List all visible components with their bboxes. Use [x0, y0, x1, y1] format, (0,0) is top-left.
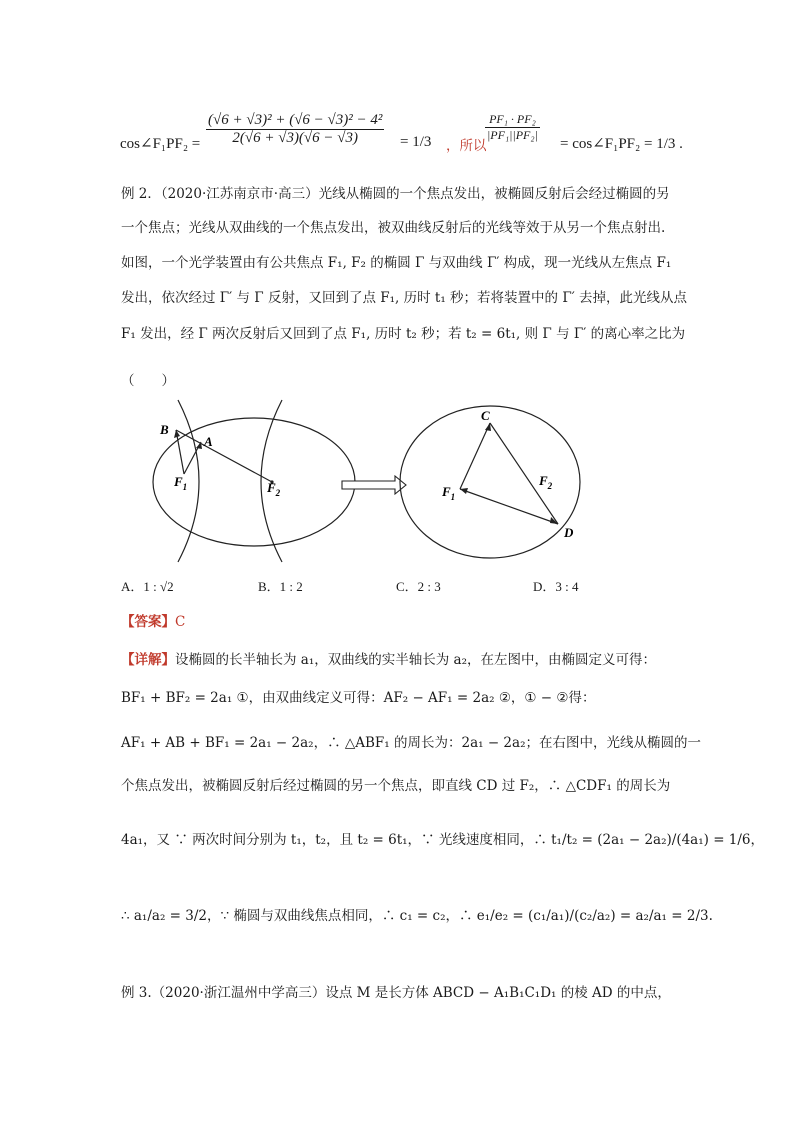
example2-line-3: 如图，一个光学装置由有公共焦点 F₁, F₂ 的椭圆 Γ 与双曲线 Γ′ 构成，现一光线从左焦点 F₁	[121, 255, 672, 271]
option-b[interactable]: B．1 : 2	[258, 579, 303, 594]
transform-arrow-icon	[342, 476, 406, 494]
top-formula-fraction	[206, 112, 384, 147]
solution-line-3: AF₁ + AB + BF₁ = 2a₁ − 2a₂，∴ △ABF₁ 的周长为：2a₁ − 2a₂；在右图中，光线从椭圆的一	[121, 735, 701, 751]
vector-fraction	[485, 112, 540, 143]
top-formula-result: = 1/3	[400, 134, 432, 150]
solution-line-1: 【详解】设椭圆的长半轴长为 a₁，双曲线的实半轴长为 a₂，在左图中，由椭圆定义可得：	[121, 652, 657, 668]
ray-B-to-F2	[176, 430, 272, 482]
option-a[interactable]: A．1 : √2	[121, 579, 174, 594]
top-formula-rhs: = cos∠F₁PF₂ = 1/3 .	[560, 136, 683, 152]
optics-figure	[140, 396, 610, 566]
label-F2-right: $F_2$	[539, 473, 553, 491]
option-c[interactable]: C．2 : 3	[396, 579, 441, 594]
option-d[interactable]: D．3 : 4	[533, 579, 579, 594]
solution-line-4: 个焦点发出，被椭圆反射后经过椭圆的另一个焦点，即直线 CD 过 F₂，∴ △CDF₁ 的周长为	[121, 778, 671, 794]
top-formula-lhs: cos∠F₁PF₂ =	[120, 136, 201, 152]
left-diagram	[153, 400, 355, 562]
solution-line-2: BF₁ + BF₂ = 2a₁ ①，由双曲线定义可得：AF₂ − AF₁ = 2a₂ ②，① − ②得：	[121, 690, 596, 706]
solution-line-6: ∴ a₁/a₂ = 3/2，∵ 椭圆与双曲线焦点相同，∴ c₁ = c₂，∴ e₁/e₂ = (c₁/a₁)/(c₂/a₂) = a₂/a₁ = 2/3.	[121, 908, 713, 924]
label-F1-left: $F_1$	[174, 474, 188, 492]
answer-value: C	[175, 614, 186, 630]
top-formula-numerator: (√6 + √3)² + (√6 − √3)² − 4²	[208, 112, 383, 128]
solution-line-5: 4a₁，又 ∵ 两次时间分别为 t₁，t₂，且 t₂ = 6t₁，∵ 光线速度相同，∴ t₁/t₂ = (2a₁ − 2a₂)/(4a₁) = 1/6，	[121, 832, 765, 848]
top-formula-denominator: 2(√6 + √3)(√6 − √3)	[232, 130, 359, 146]
example2-line-5: F₁ 发出，经 Γ 两次反射后又回到了点 F₁, 历时 t₂ 秒；若 t₂ = 6t₁, 则 Γ 与 Γ′ 的离心率之比为	[121, 326, 686, 342]
ray-C-to-D	[490, 423, 558, 524]
arrowhead-C	[485, 423, 491, 431]
example2-line-1: 例 2．（2020·江苏南京市·高三）光线从椭圆的一个焦点发出，被椭圆反射后会经过椭圆的另	[121, 186, 670, 202]
example2-line-2: 一个焦点；光线从双曲线的一个焦点发出，被双曲线反射后的光线等效于从另一个焦点射出.	[121, 220, 666, 236]
example2-line-4: 发出，依次经过 Γ′ 与 Γ 反射，又回到了点 F₁, 历时 t₁ 秒；若将装置中的 Γ′ 去掉，此光线从点	[121, 290, 688, 306]
label-D: D	[564, 525, 574, 540]
label-F2-left: $F_2$	[267, 480, 281, 498]
solution-tag: 【详解】	[121, 652, 175, 668]
answer-line	[121, 612, 185, 632]
label-A: A	[204, 434, 213, 449]
ray-F1-to-D	[460, 489, 558, 524]
label-B: B	[160, 422, 169, 437]
vector-numerator: PF₁ · PF₂	[485, 112, 540, 128]
label-C: C	[481, 408, 490, 423]
example2-line-6: （ ）	[121, 373, 175, 389]
label-F1-right: $F_1$	[442, 484, 456, 502]
ray-C-to-F1	[460, 423, 490, 489]
top-formula-so: ，所以	[446, 138, 487, 154]
answer-tag: 【答案】	[121, 614, 175, 630]
example3-line: 例 3.（2020·浙江温州中学高三）设点 M 是长方体 ABCD − A₁B₁C₁D₁ 的棱 AD 的中点，	[121, 985, 671, 1001]
right-diagram	[400, 406, 580, 558]
vector-denominator: |PF₁||PF₂|	[487, 128, 538, 142]
arrowhead-F1	[460, 488, 468, 494]
